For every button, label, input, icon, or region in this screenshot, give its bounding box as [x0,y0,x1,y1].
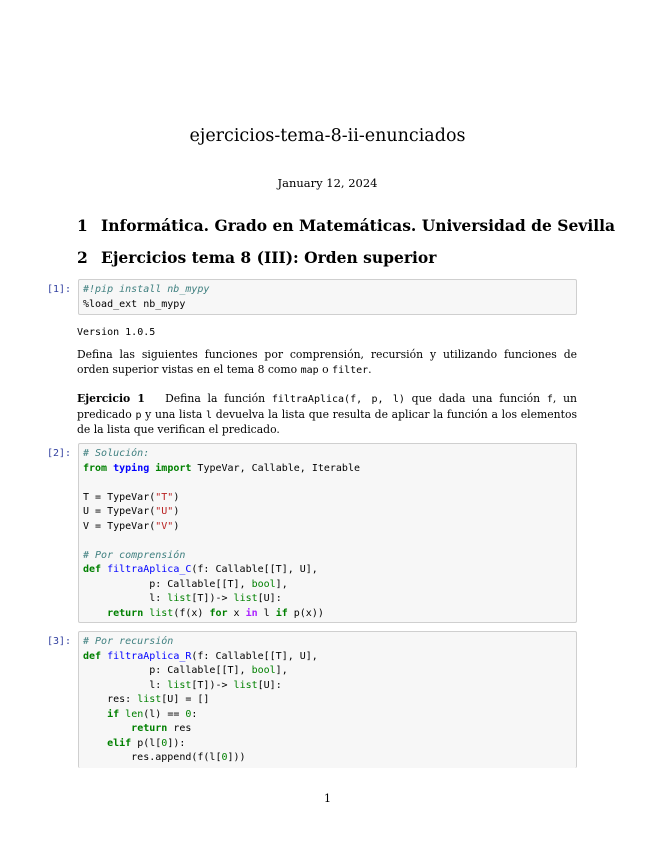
section-number: 2 [77,248,88,267]
page-number: 1 [324,792,331,805]
exercise-label: Ejercicio 1 [77,392,145,405]
code-block: #!pip install nb_mypy %load_ext nb_mypy [83,284,210,310]
code-cell[interactable] [78,279,577,315]
section-heading-2 [77,248,436,267]
code-cell[interactable] [78,631,577,768]
section-heading-1 [77,216,615,235]
code-cell[interactable] [78,443,577,623]
inline-code: l [205,409,213,421]
section-title: Informática. Grado en Matemáticas. Universidad de Sevilla [101,216,616,235]
intro-paragraph [77,348,577,378]
intro-text: o [322,362,333,376]
exercise-text: y una lista [141,407,206,421]
cell-prompt: [1]: [47,284,72,295]
code-block: # Por recursión def filtraAplica_R(f: Callable[[T], U], p: Callable[[T], bool], l: list[T])-> list[U]: res: list[U] = [] if len(l) == 0: return res elif p(l[0]): res.append(f(l[0])) [83,636,318,763]
exercise-text: , un predicado [77,392,577,421]
inline-code: f [546,394,553,405]
document-date: January 12, 2024 [277,176,378,190]
inline-code: map [300,364,319,376]
inline-code: filtraAplica(f, p, l) [271,394,405,405]
section-title: Ejercicios tema 8 (III): Orden superior [101,248,437,267]
exercise-paragraph [77,392,577,438]
exercise-text: Defina la función [165,392,272,405]
intro-text: Defina las siguientes funciones por comprensión, recursión y utilizando funciones de orden superior vistas en el tema 8 como [77,348,577,376]
inline-code: p [135,409,142,421]
cell-prompt: [3]: [47,636,72,647]
exercise-text: devuelva la lista que resulta de aplicar la función a los elementos de la lista que verifican el predicado. [77,407,577,436]
exercise-text: que dada una función [404,392,547,405]
inline-code: filter [332,364,369,376]
cell-output: Version 1.0.5 [77,327,156,338]
document-title: ejercicios-tema-8-ii-enunciados [189,126,466,146]
cell-prompt: [2]: [47,448,72,459]
intro-text: . [368,362,372,376]
code-block: # Solución: from typing import TypeVar, Callable, Iterable T = TypeVar("T") U = TypeVar("U") V = TypeVar("V") # Por comprensión def filtraAplica_C(f: Callable[[T], U], p: Callable[[T], bool], l: list[T])-> list[U]: return list(f(x) for x in l if p(x)) [83,448,360,619]
section-number: 1 [77,216,88,235]
